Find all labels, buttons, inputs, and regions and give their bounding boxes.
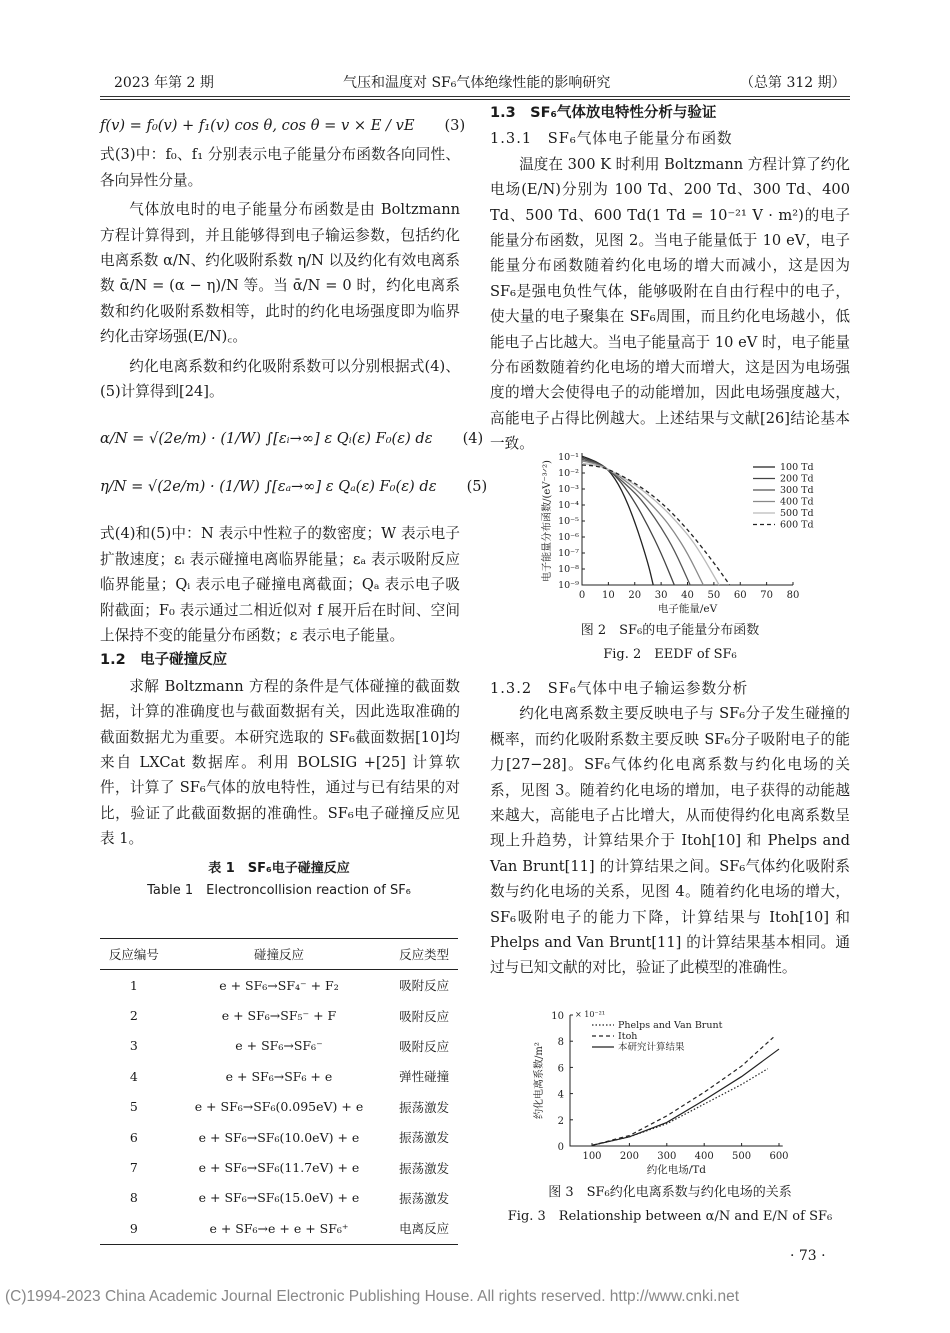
table-row [100, 1122, 458, 1152]
figure-2-caption-en: Fig. 2 EEDF of SF₆ [603, 647, 737, 662]
header-rule-2 [100, 99, 850, 100]
x-tick-label: 80 [786, 590, 800, 601]
y-tick-label: 8 [557, 1037, 564, 1049]
series-line [592, 1037, 773, 1145]
reaction-number: 4 [129, 1068, 138, 1084]
series-line-400-Td [582, 461, 703, 585]
ionization-chart [520, 1008, 820, 1178]
paragraph: 约化电离系数主要反映电子与 SF₆分子发生碰撞的概率，而约化吸附系数主要反映 SF₆分子吸附电子的能力[27−28]。SF₆气体约化电离系数与约化电场的关系，见图 3。随着约化电场的增加，电子获得的动能越来越大，高能电子占比增大，从而使得约化电离系数呈现上升趋势，计算结果介于 Itoh[10] 和 Phelps and Van Brunt[11] 的计算结果之间。SF₆气体约化吸附系数与约化电场的关系，见图 4。随着约化电场的增大，SF₆吸附电子的能力下降，计算结果与 Itoh[10] 和 Phelps and Van Brunt[11] 的计算结果基本相同。通过与已知文献的对比，验证了此模型的准确性。 [490, 705, 850, 977]
subsection-heading: 1.3.2 SF₆气体中电子输运参数分析 [490, 680, 749, 697]
y-axis-label: 电子能量分布函数/(eV⁻³ᐟ²) [542, 460, 553, 582]
legend-label: 500 Td [780, 508, 814, 519]
series-line [592, 1069, 768, 1146]
figure-3-caption-en: Fig. 3 Relationship between α/N and E/N of SF₆ [507, 1209, 833, 1224]
y-axis-label: 约化电离系数/m² [534, 1042, 545, 1119]
legend-label: Itoh [618, 1031, 638, 1042]
reaction-equation: e + SF₆→SF₄⁻ + F₂ [219, 977, 339, 993]
y-tick-label: 10⁻⁴ [558, 500, 579, 511]
table-row [100, 1000, 458, 1030]
paragraph: 式(3)中：f₀、f₁ 分别表示电子能量分布函数各向同性、各向异性分量。 [100, 146, 460, 189]
legend-label: Phelps and Van Brunt [618, 1020, 723, 1031]
reaction-table [100, 938, 458, 1245]
right-column-2 [490, 676, 850, 981]
reaction-equation: e + SF₆→SF₆(11.7eV) + e [198, 1160, 360, 1176]
reaction-equation: e + SF₆→SF₆ + e [225, 1068, 333, 1084]
reaction-type: 吸附反应 [399, 1008, 450, 1024]
paragraph: 式(4)和(5)中：N 表示中性粒子的数密度；W 表示电子扩散速度；εᵢ 表示碰撞电离临界能量；εₐ 表示吸附反应临界能量；Qᵢ 表示电子碰撞电离截面；Qₐ 表示电子吸附截面；F₀ 表示通过二相近似对 f 展开后在时间、空间上保持不变的能量分布函数；ε 表示电子能量。 [100, 525, 460, 644]
reaction-type: 振荡激发 [399, 1130, 450, 1146]
header-total-issue: （总第 312 期） [740, 75, 846, 91]
y-tick-label: 4 [557, 1089, 564, 1101]
reaction-number: 1 [129, 977, 138, 993]
legend-label: 200 Td [780, 473, 814, 485]
reaction-type: 吸附反应 [399, 978, 450, 994]
section-heading: 1.3 SF₆气体放电特性分析与验证 [490, 105, 717, 121]
paragraph: 温度在 300 K 时利用 Boltzmann 方程计算了约化电场(E/N)分别为 100 Td、200 Td、300 Td、400 Td、500 Td、600 Td(1 Td = 10⁻²¹ V · m²)的电子能量分布函数，见图 2。当电子能量低于 10 eV，电子能量分布函数随着约化电场的增大而减小，这是因为 SF₆是强电负性气体，能够吸附在自由行程中的电子，使大量的电子聚集在 SF₆周围，而且约化电场越小，低能电子占比越大。当电子能量高于 10 eV 时，电子能量分布函数随着约化电场的增大而增大，这是因为电场强度的增大会使得电子的动能增加，因此电场强度越大，高能电子占得比例越大。上述结果与文献[26]结论基本一致。 [490, 155, 850, 453]
x-tick-label: 50 [707, 590, 721, 601]
y-tick-label: 10⁻⁵ [558, 516, 579, 527]
table-row [100, 1061, 458, 1091]
header-issue: 2023 年第 2 期 [114, 75, 214, 91]
header-rule [100, 96, 850, 97]
table-row [100, 1031, 458, 1061]
table-row [100, 970, 458, 1001]
page-number: · 73 · [790, 1248, 826, 1264]
x-tick-label: 70 [760, 590, 773, 601]
y-tick-label: 2 [557, 1115, 564, 1127]
x-tick-label: 300 [657, 1151, 677, 1162]
x-tick-label: 600 [769, 1151, 789, 1162]
table-row [100, 1183, 458, 1213]
legend-label: 本研究计算结果 [618, 1042, 685, 1053]
x-tick-label: 60 [733, 590, 747, 601]
x-tick-label: 0 [578, 590, 586, 601]
subsection-heading: 1.3.1 SF₆气体电子能量分布函数 [490, 130, 733, 148]
table-title-en: Table 1 Electroncollision reaction of SF₆ [147, 883, 411, 898]
reaction-equation: e + SF₆→SF₆(10.0eV) + e [198, 1129, 360, 1145]
y-tick-label: 10 [551, 1011, 564, 1022]
x-axis-label: 电子能量/eV [657, 603, 718, 615]
y-tick-label: 10⁻⁷ [558, 548, 579, 559]
section-heading: 1.2 电子碰撞反应 [100, 652, 228, 669]
series-line-300-Td [582, 459, 690, 585]
legend-label: 300 Td [780, 485, 814, 496]
left-column [100, 113, 488, 852]
reaction-equation: e + SF₆→SF₆(0.095eV) + e [194, 1099, 364, 1115]
reaction-number: 5 [129, 1099, 138, 1115]
x-tick-label: 10 [602, 590, 615, 601]
x-tick-label: 20 [628, 590, 642, 601]
column-header: 反应编号 [100, 939, 168, 970]
x-tick-label: 100 [582, 1151, 602, 1162]
reaction-number: 9 [100, 1213, 168, 1244]
figure-2-caption: 图 2 SF₆的电子能量分布函数 [580, 623, 760, 638]
series-line-600-Td [582, 465, 730, 585]
axes [570, 1015, 783, 1146]
paragraph: 气体放电时的电子能量分布函数是由 Boltzmann 方程计算得到，并且能够得到电子输运参数，包括约化电离系数 α/N、约化吸附系数 η/N 以及约化有效电离系数 ᾱ/N = (α − η)/N 等。当 ᾱ/N = 0 时，约化电离系数和约化吸附系数相等，此时的约化电场强度即为临界约化击穿场强(E/N)꜀。 [100, 201, 460, 346]
y-tick-label: 10⁻⁶ [558, 532, 579, 543]
y-scale-label: × 10⁻²¹ [575, 1010, 606, 1019]
legend-label: 100 Td [780, 462, 814, 473]
series-line-200-Td [582, 458, 674, 585]
y-tick-label: 6 [557, 1063, 564, 1075]
y-tick-label: 10⁻³ [558, 484, 579, 495]
series-line [592, 1049, 779, 1145]
column-header: 反应类型 [390, 939, 458, 970]
x-axis-label: 约化电场/Td [646, 1164, 707, 1176]
reaction-type: 振荡激发 [399, 1160, 450, 1176]
series-line-500-Td [582, 463, 719, 585]
x-tick-label: 40 [681, 590, 694, 601]
reaction-number: 8 [129, 1190, 138, 1206]
y-tick-label: 10⁻⁸ [558, 564, 579, 575]
reaction-type: 电离反应 [390, 1213, 458, 1244]
reaction-number: 7 [129, 1160, 138, 1176]
reaction-equation: e + SF₆→SF₆(15.0eV) + e [198, 1190, 360, 1206]
table-row [100, 1213, 458, 1244]
equation-4: α/N = √(2e/m) · (1/W) ∫[εᵢ→∞] ε Qᵢ(ε) F₀(ε) dε (4) [100, 430, 484, 448]
reaction-type: 吸附反应 [399, 1038, 450, 1054]
figure-3-caption: 图 3 SF₆约化电离系数与约化电场的关系 [548, 1185, 792, 1200]
legend-label: 400 Td [780, 496, 814, 508]
x-tick-label: 400 [694, 1151, 714, 1162]
reaction-number: 6 [129, 1129, 138, 1145]
x-tick-label: 200 [619, 1151, 639, 1162]
table-row [100, 1092, 458, 1122]
x-tick-label: 30 [654, 590, 668, 601]
header-title: 气压和温度对 SF₆气体绝缘性能的影响研究 [343, 75, 611, 91]
eedf-chart [540, 445, 820, 620]
reaction-number: 2 [129, 1008, 138, 1024]
reaction-type: 振荡激发 [399, 1190, 450, 1206]
equation-3: f(v) = f₀(v) + f₁(v) cos θ, cos θ = v × E / vE (3) [100, 117, 466, 134]
table-title: 表 1 SF₆电子碰撞反应 [208, 861, 350, 876]
reaction-equation: e + SF₆→SF₅⁻ + F [221, 1008, 337, 1024]
x-tick-label: 500 [732, 1151, 752, 1162]
reaction-equation: e + SF₆→e + e + SF₆⁺ [168, 1213, 390, 1244]
y-tick-label: 10⁻¹ [558, 452, 579, 463]
y-tick-label: 10⁻⁹ [558, 580, 579, 591]
y-tick-label: 0 [557, 1142, 564, 1153]
paragraph: 求解 Boltzmann 方程的条件是气体碰撞的截面数据，计算的准确度也与截面数据有关，因此选取准确的截面数据尤为重要。本研究选取的 SF₆截面数据[10]均来自 LXCat 数据库。利用 BOLSIG +[25] 计算软件，计算了 SF₆气体的放电特性，通过与已有结果的对比，验证了此截面数据的准确性。SF₆电子碰撞反应见表 1。 [100, 677, 460, 848]
right-column [490, 101, 850, 457]
y-tick-label: 10⁻² [558, 468, 579, 479]
legend-label: 600 Td [780, 519, 814, 531]
copyright: (C)1994-2023 China Academic Journal Electronic Publishing House. All rights reserved. http://www.cnki.net [5, 1288, 740, 1305]
reaction-number: 3 [129, 1038, 138, 1054]
reaction-type: 弹性碰撞 [399, 1069, 450, 1085]
equation-5: η/N = √(2e/m) · (1/W) ∫[εₐ→∞] ε Qₐ(ε) F₀(ε) dε (5) [100, 477, 488, 495]
reaction-equation: e + SF₆→SF₆⁻ [235, 1038, 323, 1054]
column-header: 碰撞反应 [168, 939, 390, 970]
paragraph: 约化电离系数和约化吸附系数可以分别根据式(4)、(5)计算得到[24]。 [100, 357, 460, 401]
reaction-type: 振荡激发 [399, 1099, 450, 1115]
table-row [100, 1152, 458, 1182]
